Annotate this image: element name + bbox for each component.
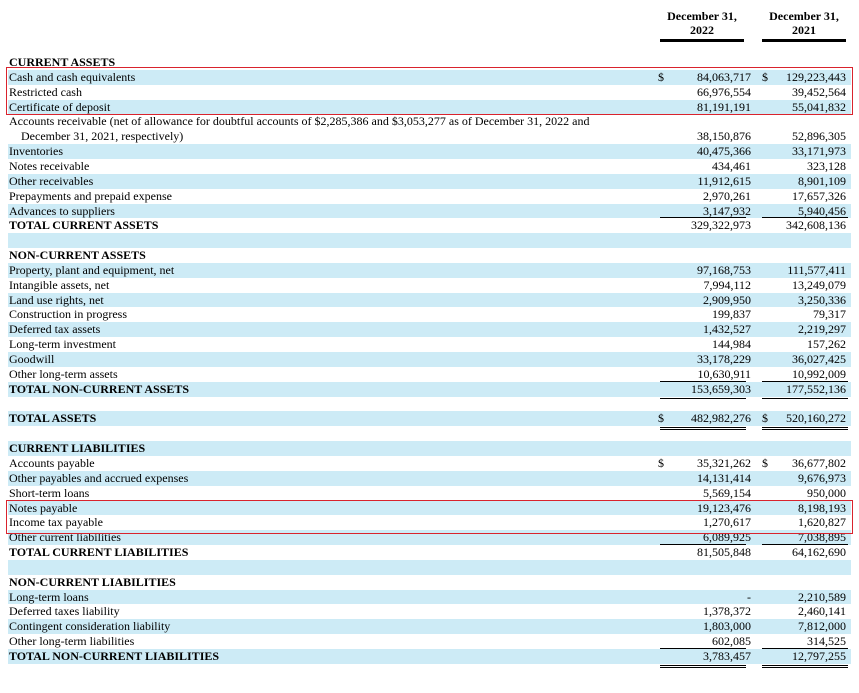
value-2021: 64,162,690	[792, 545, 846, 560]
value-2022: 66,976,554	[697, 84, 751, 99]
table-row-short-term-loans	[8, 486, 851, 501]
value-2021: 13,249,079	[792, 277, 846, 292]
table-row-blank-24	[8, 426, 851, 441]
value-2022: 3,783,457	[703, 649, 751, 663]
value-2021: 950,000	[807, 485, 846, 500]
value-2022: 33,178,229	[697, 352, 751, 366]
row-label: Deferred taxes liability	[9, 604, 120, 619]
value-2022: 10,630,911	[697, 366, 751, 381]
value-2021: 17,657,326	[792, 188, 846, 203]
value-2021: 39,452,564	[792, 84, 846, 99]
value-2022: 329,322,973	[691, 218, 751, 233]
header-rule	[762, 39, 846, 42]
value-2022: 97,168,753	[697, 262, 751, 277]
value-2021: 2,210,589	[798, 589, 846, 604]
table-row-accounts-payable	[8, 456, 851, 471]
value-2021: 7,038,895	[798, 530, 846, 545]
value-2021: 314,525	[807, 634, 846, 649]
table-row-other-long-term-liabilities	[8, 634, 851, 649]
currency-symbol: $	[658, 455, 664, 470]
value-2022: 199,837	[712, 307, 751, 322]
row-label: Notes payable	[9, 500, 78, 515]
value-2022: 482,982,276	[691, 411, 751, 426]
row-label: NON-CURRENT ASSETS	[9, 248, 146, 263]
table-row-cash-and-cash-equivalents	[8, 70, 851, 85]
currency-symbol: $	[762, 69, 768, 84]
value-2022: 81,191,191	[697, 99, 751, 114]
column-header-2021-line2: 2021	[792, 23, 816, 37]
row-label: Prepayments and prepaid expense	[9, 188, 172, 203]
value-2022: 144,984	[712, 337, 751, 352]
value-2021: 9,676,973	[798, 470, 846, 485]
table-row-deferred-tax-assets	[8, 322, 851, 337]
value-2022: 11,912,615	[697, 173, 751, 188]
table-row-long-term-loans	[8, 590, 851, 605]
total-double-rule	[762, 667, 848, 668]
table-row-blank-33	[8, 560, 851, 575]
row-label-continued: December 31, 2021, respectively)	[21, 129, 184, 144]
table-row-non-current-liabilities	[8, 575, 851, 590]
value-2022: 40,475,366	[697, 144, 751, 159]
row-label: Restricted cash	[9, 84, 82, 99]
table-row-total-current-assets	[8, 218, 851, 233]
header-rule	[660, 39, 744, 42]
table-row-accounts-receivable-net-of-allowance-for-doubtful-accounts-of-2-285-386-and-3-053-277-as-of-december-31-2022-and	[8, 114, 851, 144]
row-label: Deferred tax assets	[9, 322, 101, 337]
table-row-other-receivables	[8, 174, 851, 189]
row-label: TOTAL CURRENT LIABILITIES	[9, 545, 189, 560]
value-2021: 2,460,141	[798, 604, 846, 619]
column-header-2022-line1: December 31,	[667, 9, 737, 23]
table-row-blank-22	[8, 397, 851, 412]
row-label: Land use rights, net	[9, 292, 104, 307]
table-row-property-plant-and-equipment-net	[8, 263, 851, 278]
value-2021: 36,677,802	[792, 455, 846, 470]
table-row-notes-receivable	[8, 159, 851, 174]
value-2022: 6,089,925	[703, 530, 751, 545]
value-2022: 3,147,932	[703, 203, 751, 218]
table-row-notes-payable	[8, 501, 851, 516]
value-2021: 2,219,297	[798, 322, 846, 337]
row-label: Income tax payable	[9, 515, 103, 530]
value-2022: 2,970,261	[703, 188, 751, 203]
row-label: Cash and cash equivalents	[9, 69, 136, 84]
row-label: Other current liabilities	[9, 530, 121, 545]
value-2022: 35,321,262	[697, 455, 751, 470]
table-row-total-assets	[8, 411, 851, 426]
currency-symbol: $	[762, 411, 768, 426]
table-row-land-use-rights-net	[8, 293, 851, 308]
row-label: Property, plant and equipment, net	[9, 262, 175, 277]
row-label: Goodwill	[9, 352, 55, 366]
value-2022: 7,994,112	[703, 277, 751, 292]
row-label: Construction in progress	[9, 307, 127, 322]
value-2022: 84,063,717	[697, 69, 751, 84]
currency-symbol: $	[658, 69, 664, 84]
column-header-2021-line1: December 31,	[769, 9, 839, 23]
table-row-inventories	[8, 144, 851, 159]
table-row-contingent-consideration-liability	[8, 619, 851, 634]
row-label: TOTAL NON-CURRENT ASSETS	[9, 381, 190, 396]
table-row-goodwill	[8, 352, 851, 367]
value-2022: 1,432,527	[703, 322, 751, 337]
value-2021: 129,223,443	[786, 69, 846, 84]
row-label: Other long-term liabilities	[9, 634, 135, 649]
table-row-total-non-current-liabilities	[8, 649, 851, 664]
row-label: TOTAL ASSETS	[9, 411, 97, 426]
table-row-current-assets	[8, 55, 851, 70]
currency-symbol: $	[762, 455, 768, 470]
row-label: Accounts payable	[9, 455, 95, 470]
value-2021: 157,262	[807, 337, 846, 352]
value-2022: 38,150,876	[697, 129, 751, 144]
value-2022: 434,461	[712, 158, 751, 173]
table-row-current-liabilities	[8, 441, 851, 456]
table-row-income-tax-payable	[8, 515, 851, 530]
value-2021: 8,198,193	[798, 500, 846, 515]
row-label: Other long-term assets	[9, 366, 118, 381]
total-rule	[660, 665, 746, 666]
row-label: Inventories	[9, 144, 63, 159]
value-2021: 1,620,827	[798, 515, 846, 530]
table-row-other-payables-and-accrued-expenses	[8, 471, 851, 486]
row-label: Long-term investment	[9, 337, 116, 352]
value-2021: 177,552,136	[786, 381, 846, 396]
table-row-prepayments-and-prepaid-expense	[8, 189, 851, 204]
value-2021: 52,896,305	[792, 129, 846, 144]
table-row-total-current-liabilities	[8, 545, 851, 560]
value-2022: 1,270,617	[703, 515, 751, 530]
value-2022: 602,085	[712, 634, 751, 649]
row-label: NON-CURRENT LIABILITIES	[9, 574, 176, 589]
value-2021: 8,901,109	[798, 173, 846, 188]
row-label: Other payables and accrued expenses	[9, 470, 189, 485]
table-row-blank-11	[8, 233, 851, 248]
row-label: Notes receivable	[9, 158, 90, 173]
value-2021: 33,171,973	[792, 144, 846, 159]
row-label: TOTAL CURRENT ASSETS	[9, 218, 159, 233]
value-2022: 14,131,414	[697, 470, 751, 485]
row-label: CURRENT ASSETS	[9, 55, 116, 69]
value-2022: 81,505,848	[697, 545, 751, 560]
value-2021: 342,608,136	[786, 218, 846, 233]
value-2022: 1,803,000	[703, 619, 751, 634]
value-2021: 10,992,009	[792, 366, 846, 381]
value-2021: 520,160,272	[786, 411, 846, 426]
table-row-intangible-assets-net	[8, 278, 851, 293]
value-2022: 5,569,154	[703, 485, 751, 500]
row-label: Accounts receivable (net of allowance for doubtful accounts of $2,285,386 and $3,053,277 as of December 31, 2022 and	[9, 114, 590, 129]
table-row-long-term-investment	[8, 337, 851, 352]
table-row-certificate-of-deposit	[8, 100, 851, 115]
row-label: Long-term loans	[9, 589, 89, 604]
table-row-total-non-current-assets	[8, 382, 851, 397]
row-label: Contingent consideration liability	[9, 619, 171, 634]
table-row-other-long-term-assets	[8, 367, 851, 382]
row-label: TOTAL NON-CURRENT LIABILITIES	[9, 649, 220, 663]
row-label: Advances to suppliers	[9, 203, 115, 218]
value-2021: 111,577,411	[787, 262, 846, 277]
value-2022: 1,378,372	[703, 604, 751, 619]
value-2022: -	[747, 589, 751, 604]
table-row-construction-in-progress	[8, 307, 851, 322]
row-label: Intangible assets, net	[9, 277, 110, 292]
value-2021: 79,317	[813, 307, 846, 322]
value-2021: 5,940,456	[798, 203, 846, 218]
value-2022: 153,659,303	[691, 381, 751, 396]
value-2021: 12,797,255	[792, 649, 846, 663]
value-2021: 7,812,000	[798, 619, 846, 634]
total-double-rule	[660, 667, 746, 668]
value-2021: 36,027,425	[792, 352, 846, 366]
row-label: Other receivables	[9, 173, 94, 188]
value-2021: 55,041,832	[792, 99, 846, 114]
value-2022: 2,909,950	[703, 292, 751, 307]
value-2021: 323,128	[807, 158, 846, 173]
table-row-non-current-assets	[8, 248, 851, 263]
column-header-2021	[762, 9, 846, 42]
total-rule	[762, 665, 848, 666]
table-row-deferred-taxes-liability	[8, 604, 851, 619]
value-2022: 19,123,476	[697, 500, 751, 515]
column-header-2022-line2: 2022	[690, 23, 714, 37]
table-row-other-current-liabilities	[8, 530, 851, 545]
table-row-restricted-cash	[8, 85, 851, 100]
column-header-2022	[660, 9, 744, 42]
row-label: CURRENT LIABILITIES	[9, 441, 146, 456]
row-label: Certificate of deposit	[9, 99, 111, 114]
row-label: Short-term loans	[9, 485, 90, 500]
table-row-advances-to-suppliers	[8, 204, 851, 219]
currency-symbol: $	[658, 411, 664, 426]
value-2021: 3,250,336	[798, 292, 846, 307]
